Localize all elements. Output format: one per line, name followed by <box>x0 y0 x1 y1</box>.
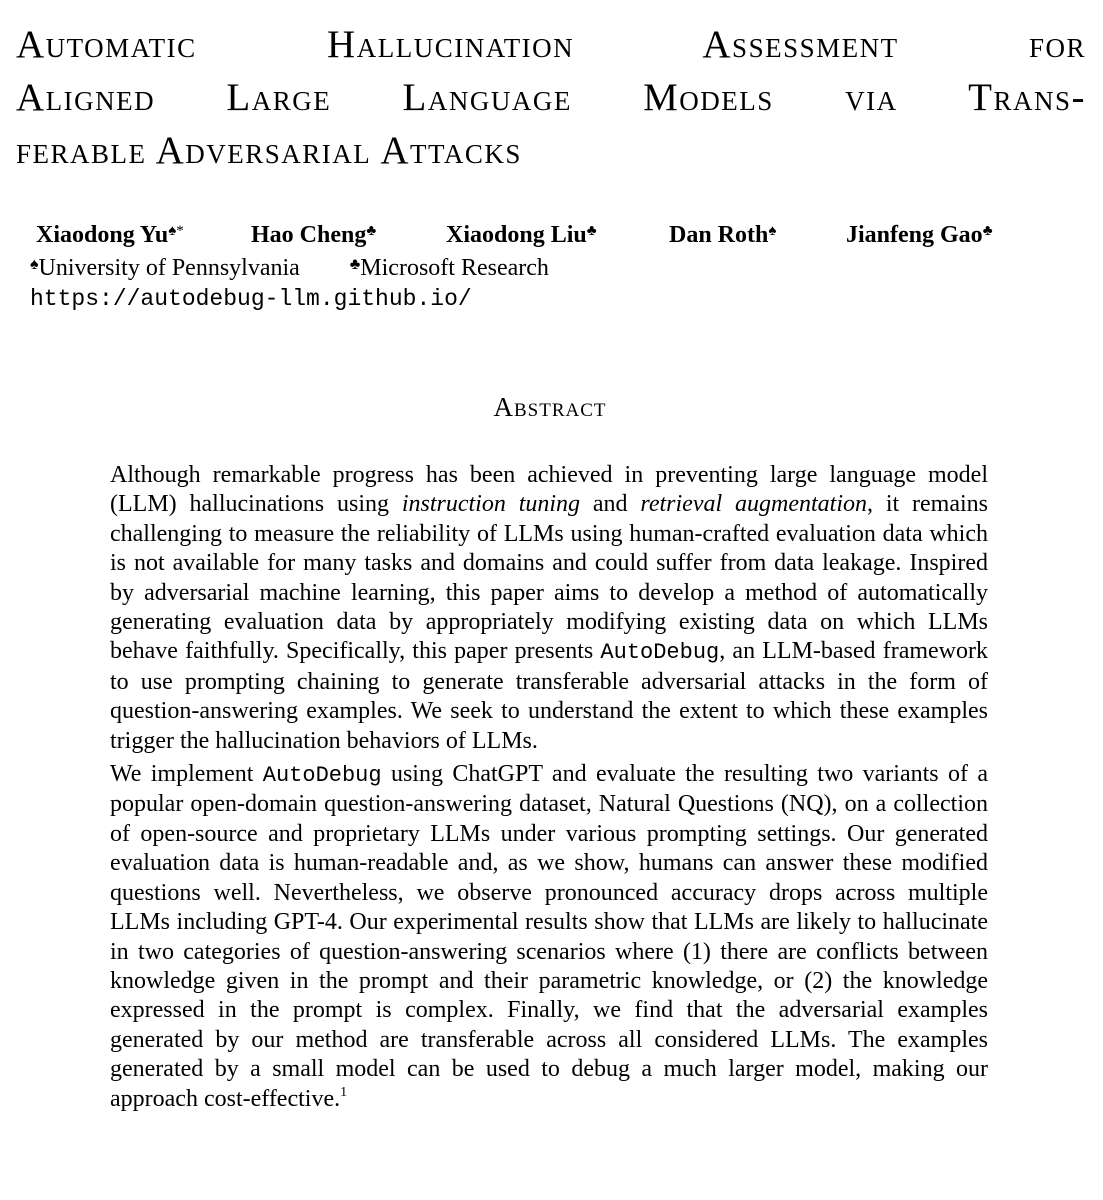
title-line-3: ferable Adversarial Attacks <box>16 129 522 172</box>
abstract-text: We implement <box>110 761 263 788</box>
title-line-1: Automatic Hallucination Assessment for <box>16 23 1086 66</box>
abstract-paragraph-1 <box>110 461 988 756</box>
author-mark: ♣ <box>366 223 377 239</box>
author-mark: ♣ <box>982 223 993 239</box>
affiliation <box>350 255 549 282</box>
abstract-emphasis: instruction tuning <box>401 491 581 518</box>
abstract-emphasis: retrieval augmentation <box>640 491 867 518</box>
author-mark: ♠ <box>768 223 777 239</box>
abstract-text: using ChatGPT and evaluate the resulting two variants of a popular open-domain question-answering dataset, Natural Questions (NQ), on a collection of open-source and proprietary LLMs under various prompting settings. Our generated evaluation data is human-readable and, as we show, humans can answer these modified questions well. Nevertheless, we observe pronounced accuracy drops across multiple LLMs including GPT-4. Our experimental results show that LLMs are likely to hallucinate in two categories of question-answering scenarios where (1) there are conflicts between knowledge given in the prompt and their parametric knowledge, or (2) the knowledge expressed in the prompt is complex. Finally, we find that the adversarial examples generated by our method are transferable across all considered LLMs. The examples generated by a small model can be used to debug a much larger model, making our approach cost-effective. <box>110 761 989 1112</box>
author <box>446 222 597 249</box>
affiliation-name: University of Pennsylvania <box>38 255 300 281</box>
abstract-text: , an LLM-based framework to use prompting chaining to generate transferable adversarial attacks in the form of question-answering examples. We seek to understand the extent to which these examples trigger the hallucination behaviors of LLMs. <box>110 638 988 754</box>
project-url-link[interactable]: https://autodebug-llm.github.io/ <box>30 286 472 312</box>
author-name: Dan Roth <box>669 222 769 248</box>
affiliation-mark: ♠ <box>30 256 39 273</box>
framework-name: AutoDebug <box>262 763 382 789</box>
author <box>251 222 376 249</box>
affiliation-mark: ♣ <box>349 256 361 273</box>
author-mark: ♠* <box>168 223 184 239</box>
author-name: Xiaodong Liu <box>446 222 587 248</box>
paper-title <box>16 18 1086 177</box>
abstract-body <box>110 461 988 1114</box>
affiliation-name: Microsoft Research <box>360 255 549 281</box>
author-mark: ♣ <box>586 223 597 239</box>
affiliation <box>30 255 300 282</box>
framework-name: AutoDebug <box>600 640 720 666</box>
footnote-marker[interactable]: 1 <box>340 1084 348 1100</box>
author-name: Hao Cheng <box>251 222 367 248</box>
author <box>669 222 776 249</box>
affiliation-list <box>30 255 549 282</box>
author <box>846 222 993 249</box>
author-list <box>36 222 1036 256</box>
author <box>36 222 184 249</box>
abstract-text: and <box>580 491 641 518</box>
title-line-2: Aligned Large Language Models via Trans- <box>16 76 1086 119</box>
author-name: Xiaodong Yu <box>36 222 169 248</box>
abstract-heading: Abstract <box>493 392 607 422</box>
abstract-text: , it remains challenging to measure the reliability of LLMs using human-crafted evaluation data which is not available for many tasks and domains and could suffer from data leakage. Inspired by adversarial machine learning, this paper aims to develop a method of automatically generating evaluation data by appropriately modifying existing data on which LLMs behave faithfully. Specifically, this paper presents <box>110 491 989 665</box>
abstract-paragraph-2 <box>110 760 988 1114</box>
author-name: Jianfeng Gao <box>846 222 983 248</box>
abstract-text: Although remarkable progress has been achieved in preventing large language model (LLM) hallucinations using <box>110 462 988 518</box>
